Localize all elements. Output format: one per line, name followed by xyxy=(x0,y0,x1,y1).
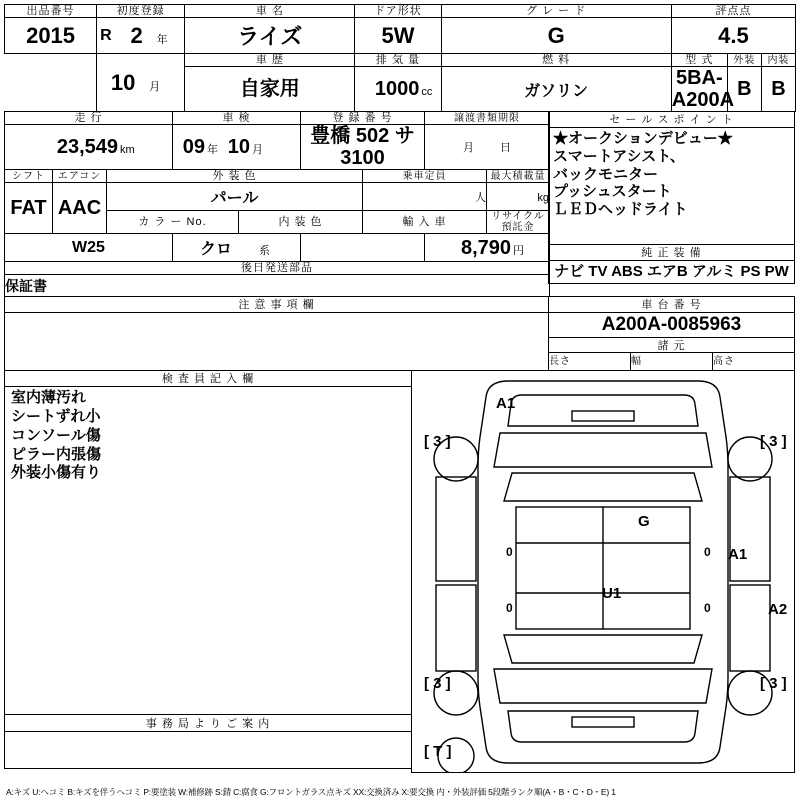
value-exterior-color: パール xyxy=(107,183,363,211)
label-transfer-deadline: 譲渡書類期限 xyxy=(425,112,550,125)
value-interior-rank: B xyxy=(761,67,795,112)
label-grade: グ レ ー ド xyxy=(441,5,671,18)
inspector-block xyxy=(4,370,412,773)
legend-text: A:キズ U:ヘコミ B:キズを伴うヘコミ P:要塗装 W:補修跡 S:錆 C:腐食 G:フロントガラス点キズ XX:交換済み X:要交換 内・外装評価 5段階ランク順(A・B・C・D・E) 1 xyxy=(6,787,616,797)
mark-right-a2: A2 xyxy=(768,601,788,619)
value-fuel: ガソリン xyxy=(441,67,671,112)
value-shaken-cell xyxy=(173,125,301,170)
unit-cc: cc xyxy=(421,86,433,99)
mark-dot-1: 0 xyxy=(506,545,513,560)
unit-kg: kg xyxy=(537,191,550,204)
value-first-reg-year: 2 xyxy=(130,22,143,48)
unit-shaken-year: 年 xyxy=(207,144,218,157)
label-displacement: 排 気 量 xyxy=(355,54,441,67)
header-table xyxy=(4,4,796,112)
label-mileage: 走 行 xyxy=(5,112,173,125)
label-exterior-color: 外 装 色 xyxy=(107,170,363,183)
mark-left-rear: [ 3 ] xyxy=(424,675,451,693)
value-first-reg-month-cell xyxy=(97,54,185,112)
mark-a1-front: A1 xyxy=(496,395,516,413)
section-two xyxy=(4,111,796,297)
sales-point-list xyxy=(548,127,795,245)
mark-right-front: [ 3 ] xyxy=(760,433,787,451)
value-genuine-equip: ナビ TV ABS エアB アルミ PS PW xyxy=(548,260,795,284)
inspector-note-item: 室内薄汚れ xyxy=(11,389,87,407)
value-exterior-rank: B xyxy=(727,67,761,112)
unit-seats: 人 xyxy=(475,191,487,204)
mark-dot-2: 0 xyxy=(704,545,711,560)
sales-point-block xyxy=(548,111,795,297)
value-max-load-cell xyxy=(487,183,550,211)
unit-interior-suffix: 系 xyxy=(259,245,270,258)
label-sales-point: セ ー ル ス ポ イ ン ト xyxy=(548,111,795,128)
value-displacement-cell xyxy=(355,67,441,112)
sales-point-item: プッシュスタート xyxy=(553,183,672,201)
label-history: 車 歴 xyxy=(185,54,355,67)
label-seats: 乗車定員 xyxy=(363,170,487,183)
mark-right-rear: [ 3 ] xyxy=(760,675,787,693)
value-mileage-cell xyxy=(5,125,173,170)
unit-shaken-month: 月 xyxy=(252,144,263,157)
value-first-reg-year-cell xyxy=(117,18,185,54)
inspector-notes xyxy=(4,386,412,715)
sales-point-item: スマートアシスト、 xyxy=(553,147,685,165)
unit-transfer-day: 日 xyxy=(500,142,512,155)
value-era: R xyxy=(97,18,117,54)
damage-diagram xyxy=(411,370,795,773)
value-shaken-month: 10 xyxy=(227,136,250,159)
mark-center-u1: U1 xyxy=(602,585,622,603)
label-aircon: エアコン xyxy=(53,170,107,183)
section-three xyxy=(4,296,796,371)
label-rating: 評点点 xyxy=(671,5,795,18)
value-door-type: 5W xyxy=(355,18,441,54)
label-inspector: 検 査 員 記 入 欄 xyxy=(4,370,412,387)
label-max-load: 最大積載量 xyxy=(487,170,550,183)
label-genuine-equip: 純 正 装 備 xyxy=(548,244,795,261)
value-mileage: 23,549 xyxy=(56,136,118,159)
value-history: 自家用 xyxy=(185,67,355,112)
unit-month: 月 xyxy=(149,80,161,93)
chassis-block xyxy=(548,296,795,371)
value-aircon: AAC xyxy=(53,183,107,234)
value-interior-color-cell xyxy=(173,234,301,262)
label-dim-height: 高さ xyxy=(713,353,795,371)
sales-point-item: バックモニター xyxy=(553,165,659,183)
mark-center-g: G xyxy=(638,513,650,531)
value-displacement: 1000 xyxy=(374,78,420,101)
section-four xyxy=(4,370,796,773)
value-shift: FAT xyxy=(5,183,53,234)
value-lot-no: 2015 xyxy=(5,18,97,54)
mark-dot-4: 0 xyxy=(704,601,711,616)
mark-dot-3: 0 xyxy=(506,601,513,616)
label-dim-length: 長さ xyxy=(549,353,631,371)
unit-year: 年 xyxy=(156,33,168,46)
label-shaken: 車 検 xyxy=(173,112,301,125)
label-reg-no: 登 録 番 号 xyxy=(301,112,425,125)
office-notice-content xyxy=(4,731,412,769)
label-first-reg: 初度登録 xyxy=(97,5,185,18)
label-fuel: 燃 料 xyxy=(441,54,671,67)
label-lot-no: 出品番号 xyxy=(5,5,97,18)
value-shaken-year: 09 xyxy=(182,136,205,159)
label-car-name: 車 名 xyxy=(185,5,355,18)
unit-transfer-month: 月 xyxy=(463,142,475,155)
label-model-code: 型 式 xyxy=(671,54,727,67)
diagram-marks xyxy=(412,371,794,772)
value-reg-no: 豊橋 502 サ 3100 xyxy=(301,125,425,170)
mark-spare-tire: [ T ] xyxy=(424,743,452,761)
label-interior-rank: 内装 xyxy=(761,54,795,67)
value-import xyxy=(301,234,425,262)
value-later-parts: 保証書 xyxy=(5,275,550,297)
value-grade: G xyxy=(441,18,671,54)
label-dimensions: 諸 元 xyxy=(548,337,795,353)
inspector-note-item: コンソール傷 xyxy=(11,426,101,444)
vehicle-details-block xyxy=(4,111,549,297)
label-color-no: カ ラ ー No. xyxy=(107,211,239,234)
value-first-reg-month: 10 xyxy=(110,69,136,95)
inspector-note-item: ピラー内張傷 xyxy=(11,445,102,463)
unit-yen: 円 xyxy=(513,244,525,257)
label-import: 輸 入 車 xyxy=(363,211,487,234)
label-door-type: ドア形状 xyxy=(355,5,441,18)
label-later-parts: 後日発送部品 xyxy=(5,262,550,275)
mark-left-front: [ 3 ] xyxy=(424,433,451,451)
unit-km: km xyxy=(120,144,135,157)
vehicle-details-table xyxy=(4,111,550,297)
label-recycle: リサイクル預託金 xyxy=(487,211,550,234)
value-model-code: 5BA-A200A xyxy=(671,67,735,112)
label-exterior-rank: 外装 xyxy=(727,54,761,67)
label-notes: 注 意 事 項 欄 xyxy=(4,296,549,313)
dimension-table xyxy=(548,352,795,371)
sales-point-item: ＬＥＤヘッドライト xyxy=(553,200,688,218)
inspector-note-item: シートずれ小 xyxy=(11,408,101,426)
value-rating: 4.5 xyxy=(671,18,795,54)
label-chassis-no: 車 台 番 号 xyxy=(548,296,795,313)
value-color-no: W25 xyxy=(5,234,173,262)
label-shift: シフト xyxy=(5,170,53,183)
spacer-lot xyxy=(5,54,97,112)
notes-content xyxy=(4,312,549,371)
mark-right-a1: A1 xyxy=(728,546,748,564)
value-seats-cell xyxy=(363,183,487,211)
value-recycle-cell xyxy=(425,234,550,262)
notes-block xyxy=(4,296,549,371)
value-transfer-cell xyxy=(425,125,550,170)
sales-point-item: ★オークションデビュー★ xyxy=(553,130,733,148)
label-office-notice: 事 務 局 よ り ご 案 内 xyxy=(4,714,412,732)
value-interior-color: クロ xyxy=(199,241,232,259)
value-recycle: 8,790 xyxy=(460,236,512,259)
label-dim-width: 幅 xyxy=(631,353,713,371)
inspector-note-item: 外装小傷有り xyxy=(11,464,102,482)
label-interior-color: 内 装 色 xyxy=(239,211,363,234)
value-car-name: ライズ xyxy=(185,18,355,54)
value-chassis-no: A200A-0085963 xyxy=(548,312,795,338)
